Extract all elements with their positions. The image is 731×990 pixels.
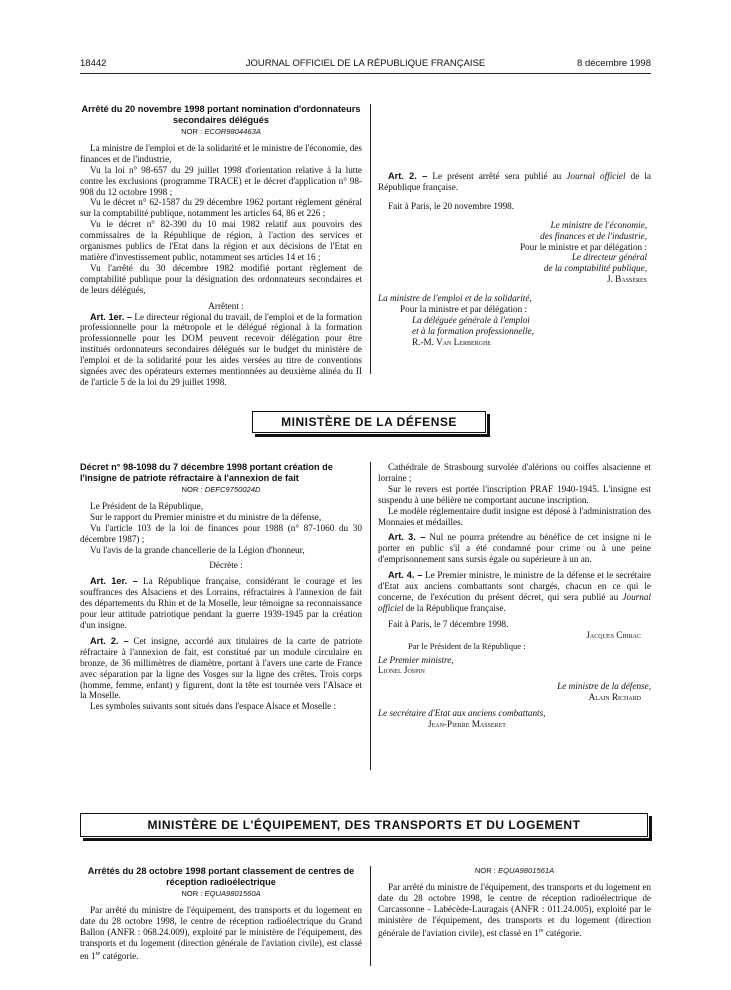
arretes-radio-left: [80, 866, 362, 962]
nor-reference: NOR : EQUA9801561A: [474, 866, 555, 875]
visa: Vu la loi n° 98-657 du 29 juillet 1998 d'orientation relative à la lutte contre les exclusions (programme TRACE) et le décret d'application n° 98-908 du 12 octobre 1998 ;: [80, 164, 362, 197]
journal-title: JOURNAL OFFICIEL DE LA RÉPUBLIQUE FRANÇAISE: [245, 58, 486, 69]
fait-a-paris: Fait à Paris, le 7 décembre 1998.: [388, 618, 509, 629]
column-divider: [370, 104, 371, 374]
symboles-paragraph: Les symboles suivants sont situés dans l'espace Alsace et Moselle :: [90, 701, 337, 712]
modele-paragraph: Le modèle réglementaire dudit insigne est déposé à l'administration des Monnaies et médailles.: [378, 505, 651, 527]
revers-paragraph: Sur le revers est portée l'inscription PRAF 1940-1945. L'insigne est suspendu à une bélière ne comportant aucune inscription.: [378, 483, 651, 505]
arretent-heading: Arrêtent :: [208, 300, 244, 311]
article-2: Art. 2. – Le présent arrêté sera publié au Journal officiel de la République française.: [378, 171, 651, 192]
signatory-role: Le secrétaire d'Etat aux anciens combattants,: [378, 708, 546, 719]
ministry-heading-defense: MINISTÈRE DE LA DÉFENSE: [252, 411, 486, 433]
column-divider: [370, 462, 371, 770]
article-3: Art. 3. – Nul ne pourra prétendre au bénéfice de cet insigne ni le porter en public s'il a été condamné pour crime ou à une peine d'emprisonnement sans sursis égale ou supérieure à un an.: [378, 532, 651, 565]
arrete-carcassonne: Par arrêté du ministre de l'équipement, des transports et du logement en date du 28 octobre 1998, le centre de réception radioélectrique de Carcassonne - Labécède-Lauragais (ANFR : 011.24.005), exploité par le ministère de l'équipement, des transports et du logement (direction générale de l'aviation civile), est classé en 1re catégorie.: [378, 881, 651, 938]
cathedrale-paragraph: Cathédrale de Strasbourg survolée d'alérions ou coiffes alsacienne et lorraine ;: [378, 462, 651, 483]
decret-insigne-left: [80, 462, 362, 712]
article-1-continuation: [378, 104, 651, 166]
ministry-heading-equipement: MINISTÈRE DE L'ÉQUIPEMENT, DES TRANSPORTS ET DU LOGEMENT: [80, 813, 648, 837]
page-number: 18442: [80, 58, 107, 69]
rapport: Sur le rapport du Premier ministre et du ministre de la défense,: [90, 511, 322, 522]
decrete-heading: Décrète :: [209, 560, 243, 571]
visa: Vu l'arrêté du 30 décembre 1982 modifié portant règlement de comptabilité publique pour la désignation des ordonnateurs secondaires et de leurs délégués,: [80, 262, 362, 295]
signature-block-economie: Le ministre de l'économie, des finances et de l'industrie, Pour le ministre et par délégation : Le directeur général de la comptabilité publique, J. Bassères: [378, 220, 651, 285]
signatory-name: Alain Richard: [588, 692, 641, 703]
column-divider: [370, 866, 371, 966]
article-4: Art. 4. – Le Premier ministre, le ministre de la défense et le secrétaire d'Etat aux anciens combattants sont chargés, chacun en ce qui le concerne, de l'exécution du présent décret, qui sera publié au Journal officiel de la République française.: [378, 570, 652, 613]
signatory-name: R.-M. Van Lerberghe: [412, 336, 491, 347]
preamble: La ministre de l'emploi et de la solidarité et le ministre de l'économie, des finances et de l'industrie,: [80, 142, 362, 164]
visa: Vu le décret n° 82-390 du 10 mai 1982 relatif aux pouvoirs des commissaires de la République de région, à l'action des services et organismes publics de l'Etat dans la région et aux décisions de l'Etat en matière d'investissement public, notamment ses articles 14 et 16 ;: [80, 219, 362, 262]
nor-reference: NOR : ECOR9804463A: [181, 127, 261, 136]
signatory-name: Jean-Pierre Masseret: [428, 719, 506, 730]
issue-date: 8 décembre 1998: [577, 58, 651, 69]
par-le-president: Par le Président de la République :: [408, 640, 526, 651]
header-rule: [80, 73, 651, 74]
signature-block-emploi: La ministre de l'emploi et de la solidarité, Pour la ministre et par délégation : La déléguée générale à l'emploi et à la formation professionnelle, R.-M. Van Lerberghe: [378, 293, 651, 348]
nor-reference: NOR : DEFC9750024D: [181, 485, 261, 494]
visa: Vu le décret n° 62-1587 du 29 décembre 1962 portant règlement général sur la comptabilité publique, notamment les articles 64, 86 et 226 ;: [80, 197, 362, 219]
arretes-radio-right: [378, 866, 651, 939]
arrete-ordonnateurs-right: [378, 104, 651, 348]
visa: Vu l'avis de la grande chancellerie de la Légion d'honneur,: [90, 544, 305, 555]
arrete-ordonnateurs-title: Arrêté du 20 novembre 1998 portant nomination d'ordonnateurs secondaires délégués: [81, 104, 361, 125]
arretes-radio-title: Arrêtés du 28 octobre 1998 portant classement de centres de réception radioélectrique: [87, 866, 355, 887]
signatory-name: Lionel Jospin: [378, 665, 425, 676]
decret-insigne-right: [378, 462, 651, 730]
visa: Vu l'article 103 de la loi de finances pour 1988 (n° 87-1060 du 30 décembre 1987) ;: [80, 522, 362, 544]
page-header: [80, 58, 651, 72]
nor-reference: NOR : EQUA9801560A: [181, 889, 261, 898]
signatory-role: Le ministre de la défense,: [557, 681, 651, 692]
fait-a-paris: Fait à Paris, le 20 novembre 1998.: [388, 200, 515, 211]
decret-insigne-title: Décret n° 98-1098 du 7 décembre 1998 portant création de l'insigne de patriote réfractaire à l'annexion de fait: [80, 462, 333, 483]
article-1: Art. 1er. – La République française, considérant le courage et les souffrances des Alsaciens et des Lorrains, réfractaires à l'annexion de fait des départements du Rhin et de la Moselle, leur témoigne sa reconnaissance pour leur attitude patriotique pendant la guerre 1939-1945 par la création d'un insigne.: [80, 576, 362, 630]
signatory-role: Le Premier ministre,: [378, 654, 454, 665]
arrete-grand-ballon: Par arrêté du ministre de l'équipement, des transports et du logement en date du 28 octobre 1998, le centre de réception radioélectrique du Grand Ballon (ANFR : 068.24.009), exploité par le ministère de l'équipement, des transports et du logement (direction générale de l'aviation civile), est classé en 1re catégorie.: [80, 904, 362, 961]
article-1: Art. 1er. – Le directeur régional du travail, de l'emploi et de la formation professionnelle pour la métropole et le délégué régional à la formation professionnelle pour les DOM peuvent recevoir délégation pour être institués ordonnateurs secondaires délégués sur le budget du ministère de l'emploi et de la solidarité pour les aides versées au titre de conventions signées avec des opérateurs externes mentionnées au deuxième alinéa du II de l'article 5 de la loi du 29 juillet 1998.: [80, 311, 362, 387]
signatory-name: Jacques Chirac: [586, 629, 641, 640]
preamble: Le Président de la République,: [90, 500, 204, 511]
article-2: Art. 2. – Cet insigne, accordé aux titulaires de la carte de patriote réfractaire à l'annexion de fait, est constitué par un module circulaire en bronze, de 36 millimètres de diamètre, portant à l'avers une carte de France avec séparation par la ligne des Vosges sur la ligne des crêtes. Trois corps (homme, femme, enfant) y figurent, dont la tête est tournée vers l'Alsace et la Moselle.: [80, 635, 362, 701]
signatory-name: J. Bassères: [607, 274, 647, 285]
arrete-ordonnateurs-left: [80, 104, 362, 388]
